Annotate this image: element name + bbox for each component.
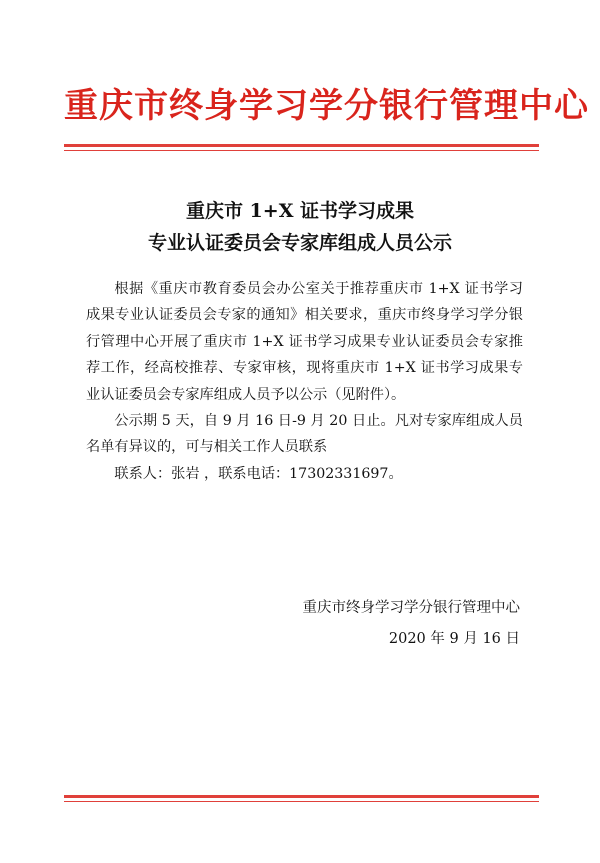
body-paragraph-period: 公示期 5 天，自 9 月 16 日-9 月 20 日止。凡对专家库组成人员名单有异议的，可与相关工作人员联系: [86, 413, 523, 456]
header-divider-thin: [64, 150, 539, 151]
body-paragraph-basis: 根据《重庆市教育委员会办公室关于推荐重庆市 1+X 证书学习成果专业认证委员会专家的通知》相关要求，重庆市终身学习学分银行管理中心开展了重庆市 1+X 证书学习成果专业认证委员会专家推荐工作，经高校推荐、专家审核，现将重庆市 1+X 证书学习成果专业认证委员会专家库组成人员予以公示（见附件）。: [86, 281, 523, 403]
signature-date: 2020 年 9 月 16 日: [388, 631, 520, 647]
signature-organization: 重庆市终身学习学分银行管理中心: [302, 600, 520, 616]
body-paragraph-contact: 联系人：张岩 ，联系电话：17302331697。: [114, 465, 403, 482]
document-title-line-2: 专业认证委员会专家库组成人员公示: [147, 232, 452, 254]
header-divider: [64, 144, 539, 151]
document-title-line-1: 重庆市 1+X 证书学习成果: [185, 200, 415, 222]
footer-divider-thin: [64, 801, 539, 802]
header-divider-thick: [64, 144, 539, 147]
org-header-title: 重庆市终身学习学分银行管理中心: [64, 86, 589, 126]
footer-divider-thick: [64, 795, 539, 798]
footer-divider: [64, 795, 539, 802]
document-body: [86, 276, 523, 487]
